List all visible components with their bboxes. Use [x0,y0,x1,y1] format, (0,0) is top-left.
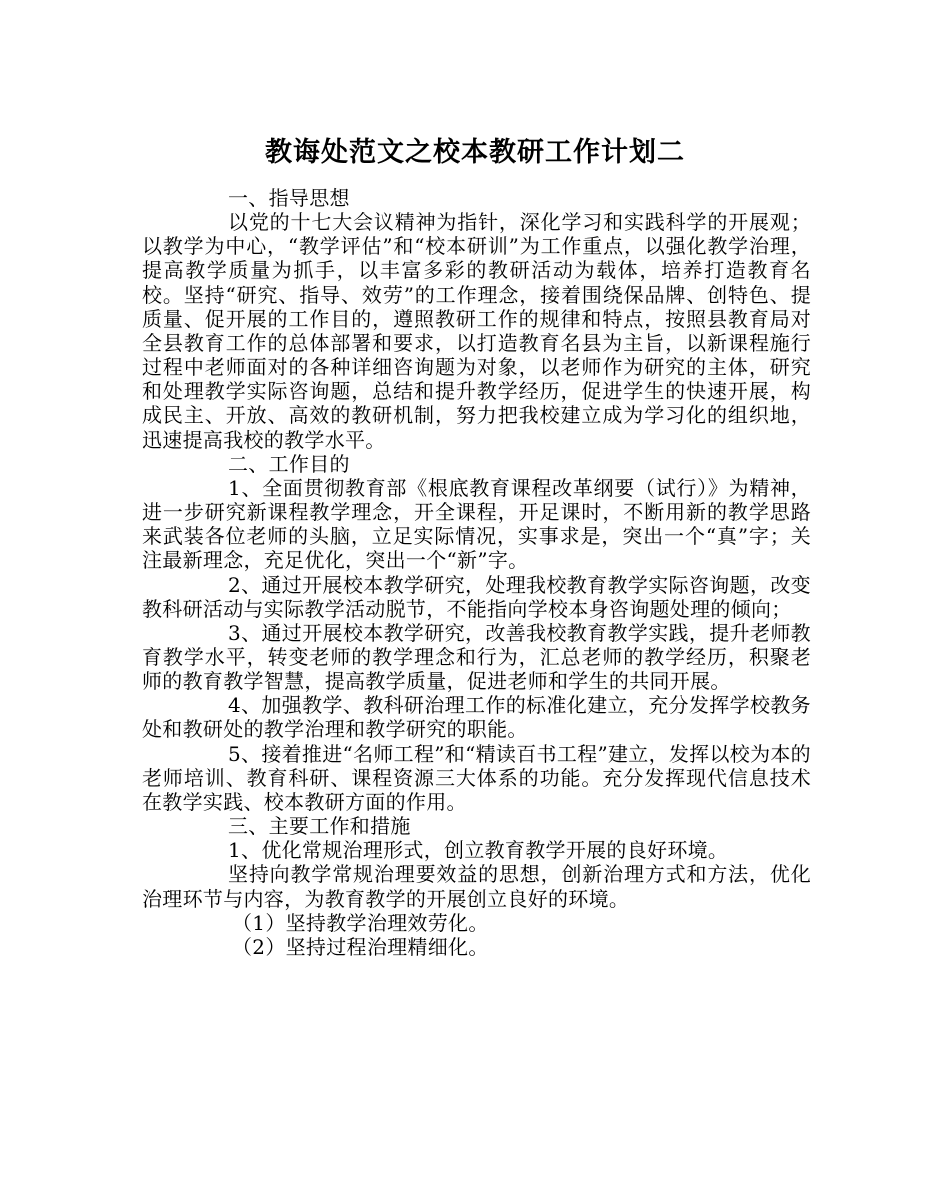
document-body [142,186,811,959]
paragraph-guiding-thought: 以党的十七大会议精神为指针，深化学习和实践科学的开展观；以教学为中心，“教学评估”和“校本研训”为工作重点，以强化教学治理，提高教学质量为抓手，以丰富多彩的教研活动为载体，培养打造教育名校。坚持“研究、指导、效劳”的工作理念，接着围绕保品牌、创特色、提质量、促开展的工作目的，遵照教研工作的规律和特点，按照县教育局对全县教育工作的总体部署和要求，以打造教育名县为主旨，以新课程施行过程中老师面对的各种详细咨询题为对象，以老师作为研究的主体，研究和处理教学实际咨询题，总结和提升教学经历，促进学生的快速开展，构成民主、开放、高效的教研机制，努力把我校建立成为学习化的组织地，迅速提高我校的教学水平。 [142,210,811,452]
paragraph-goal-1: 1、全面贯彻教育部《根底教育课程改革纲要（试行）》为精神，进一步研究新课程教学理念，开全课程，开足课时，不断用新的教学思路来武装各位老师的头脑，立足实际情况，实事求是，突出一个“真”字；关注最新理念，充足优化，突出一个“新”字。 [142,475,811,573]
list-item-1: （1）坚持教学治理效劳化。 [232,910,489,935]
paragraph-goal-5: 5、接着推进“名师工程”和“精读百书工程”建立，发挥以校为本的老师培训、教育科研、课程资源三大体系的功能。充分发挥现代信息技术在教学实践、校本教研方面的作用。 [142,741,811,814]
section-heading-work-goals: 二、工作目的 [228,451,350,476]
paragraph-measure-1: 1、优化常规治理形式，创立教育教学开展的良好环境。 [228,838,729,863]
paragraph-goal-4: 4、加强教学、教科研治理工作的标准化建立，充分发挥学校教务处和教研处的教学治理和教学研究的职能。 [142,693,811,742]
section-heading-main-work: 三、主要工作和措施 [228,814,411,839]
list-item-2: （2）坚持过程治理精细化。 [232,934,489,959]
paragraph-measure-1-detail: 坚持向教学常规治理要效益的思想，创新治理方式和方法，优化治理环节与内容，为教育教学的开展创立良好的环境。 [142,862,811,911]
paragraph-goal-2: 2、通过开展校本教学研究，处理我校教育教学实际咨询题，改变教科研活动与实际教学活动脱节，不能指向学校本身咨询题处理的倾向； [142,572,811,621]
paragraph-goal-3: 3、通过开展校本教学研究，改善我校教育教学实践，提升老师教育教学水平，转变老师的教学理念和行为，汇总老师的教学经历，积聚老师的教育教学智慧，提高教学质量，促进老师和学生的共同开展。 [142,620,811,694]
document-title: 教诲处范文之校本教研工作计划二 [265,137,685,168]
section-heading-guiding-thought: 一、指导思想 [228,186,350,210]
